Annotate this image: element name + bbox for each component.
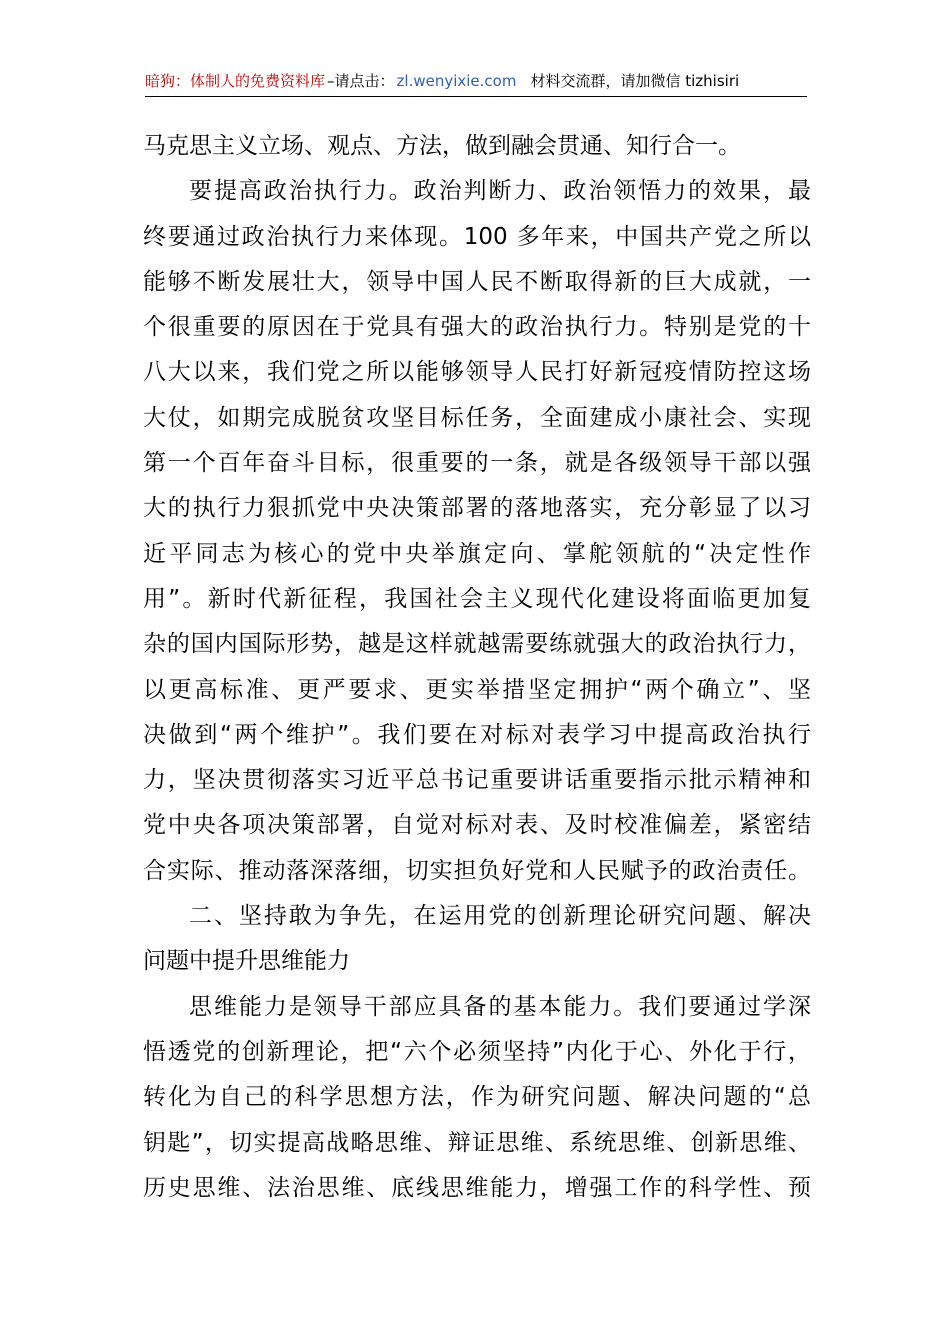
text-line: 悟透党的创新理论，把“六个必须坚持”内化于心、外化于行， (143, 1038, 811, 1065)
text-line: 历史思维、法治思维、底线思维能力，增强工作的科学性、预 (143, 1174, 811, 1201)
text-line: 马克思主义立场、观点、方法，做到融会贯通、知行合一。 (143, 133, 741, 159)
text-line: 钥匙”，切实提高战略思维、辩证思维、系统思维、创新思维、 (143, 1129, 811, 1156)
text-line: 思维能力是领导干部应具备的基本能力。我们要通过学深 (189, 993, 811, 1020)
header-cta: –请点击： (327, 72, 395, 90)
text-line: 用”。新时代新征程，我国社会主义现代化建设将面临更加复 (143, 585, 811, 612)
text-line: 能够不断发展壮大，领导中国人民不断取得新的巨大成就，一 (143, 268, 811, 295)
header-divider (145, 96, 807, 97)
text-line: 决做到“两个维护”。我们要在对标对表学习中提高政治执行 (143, 721, 811, 748)
text-line: 第一个百年奋斗目标，很重要的一条，就是各级领导干部以强 (143, 450, 811, 477)
header-link[interactable]: zl.wenyixie.com (396, 72, 517, 90)
text-line: 大的执行力狠抓党中央决策部署的落地落实，充分彰显了以习 (143, 495, 811, 522)
text-line: 大仗，如期完成脱贫攻坚目标任务，全面建成小康社会、实现 (143, 404, 811, 431)
document-body (143, 124, 811, 1211)
text-line: 力，坚决贯彻落实习近平总书记重要讲话重要指示批示精神和 (143, 767, 811, 794)
text-line: 转化为自己的科学思想方法，作为研究问题、解决问题的“总 (143, 1084, 811, 1111)
text-line: 八大以来，我们党之所以能够领导人民打好新冠疫情防控这场 (143, 359, 811, 386)
text-line: 近平同志为核心的党中央举旗定向、掌舵领航的“决定性作 (143, 540, 811, 567)
section-heading-line: 问题中提升思维能力 (143, 948, 350, 975)
text-line: 要提高政治执行力。政治判断力、政治领悟力的效果，最 (189, 178, 811, 205)
text-line: 以更高标准、更严要求、更实举措坚定拥护“两个确立”、坚 (143, 676, 811, 703)
text-line: 杂的国内国际形势，越是这样就越需要练就强大的政治执行力， (143, 631, 811, 658)
text-line: 个很重要的原因在于党具有强大的政治执行力。特别是党的十 (143, 314, 811, 341)
page-header (145, 70, 807, 92)
text-line: 党中央各项决策部署，自觉对标对表、及时校准偏差，紧密结 (143, 812, 811, 839)
text-line: 终要通过政治执行力来体现。100 多年来，中国共产党之所以 (143, 223, 811, 250)
header-wechat-note: 材料交流群，请加微信 tizhisiri (530, 72, 740, 90)
text-line: 合实际、推动落深落细，切实担负好党和人民赋予的政治责任。 (143, 857, 811, 884)
section-heading-line: 二、坚持敢为争先，在运用党的创新理论研究问题、解决 (189, 903, 811, 930)
header-brand: 暗狗：体制人的免费资料库 (145, 72, 326, 90)
